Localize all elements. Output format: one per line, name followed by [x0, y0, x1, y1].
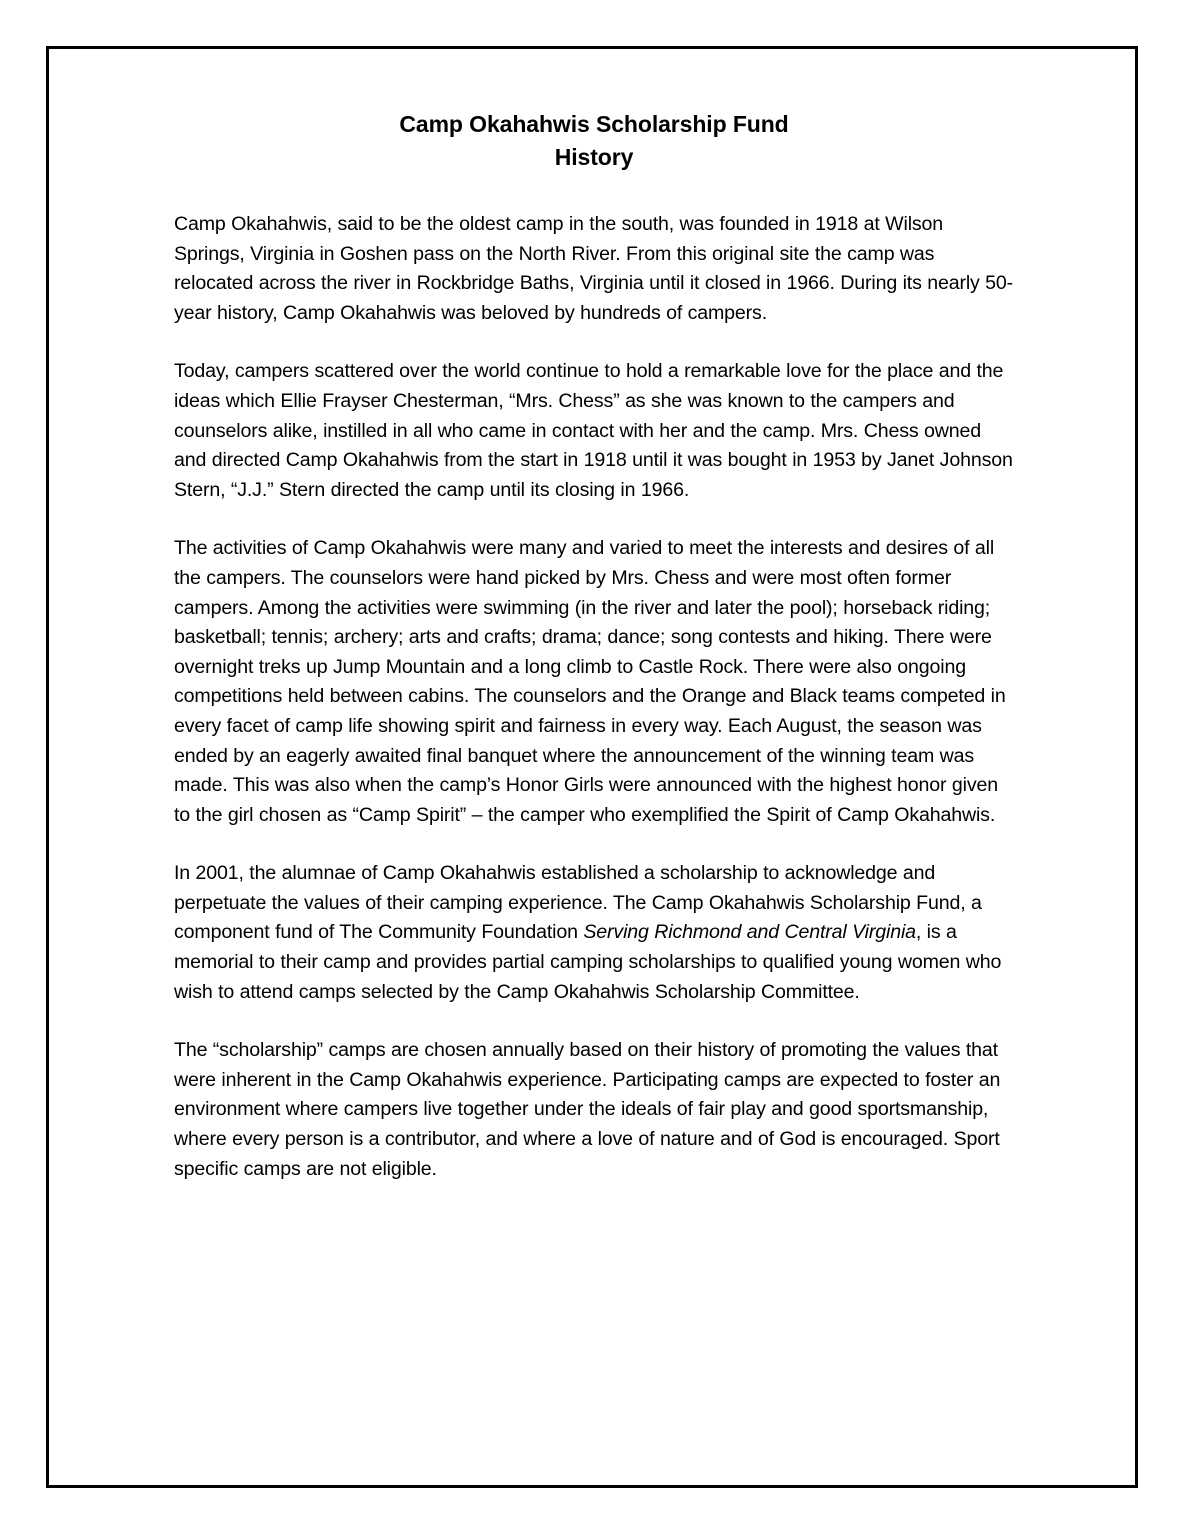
paragraph-founding: Camp Okahahwis, said to be the oldest camp in the south, was founded in 1918 at Wilson Springs, Virginia in Goshen pass on the North River. From this original site the camp was relocated across the river in Rockbridge Baths, Virginia until it closed in 1966. During its nearly 50-year history, Camp Okahahwis was beloved by hundreds of campers.: [174, 213, 1014, 324]
foundation-name-italic: Serving Richmond and Central Virginia: [583, 921, 916, 944]
paragraph-activities: The activities of Camp Okahahwis were many and varied to meet the interests and desires of all the campers. The counselors were hand picked by Mrs. Chess and were most often former campers. Among the activities were swimming (in the river and later the pool); horseback riding; basketball; tennis; archery; arts and crafts; drama; dance; song contests and hiking. There were overnight treks up Jump Mountain and a long climb to Castle Rock. There were also ongoing competitions held between cabins. The counselors and the Orange and Black teams competed in every facet of camp life showing spirit and fairness in every way. Each August, the season was ended by an eagerly awaited final banquet where the announcement of the winning team was made. This was also when the camp’s Honor Girls were announced with the highest honor given to the girl chosen as “Camp Spirit” – the camper who exemplified the Spirit of Camp Okahahwis.: [174, 537, 1006, 826]
document-content: [174, 108, 1014, 1184]
scholarship-fund-text-part-2: , is a memorial to their camp and provides partial camping scholarships to qualified young women who wish to attend camps selected by the Camp Okahahwis Scholarship Committee.: [174, 921, 1002, 1003]
page-title: [174, 108, 1014, 174]
title-line-main: Camp Okahahwis Scholarship Fund: [399, 111, 789, 137]
scholarship-fund-text-part-1: In 2001, the alumnae of Camp Okahahwis established a scholarship to acknowledge and perpetuate the values of their camping experience. The Camp Okahahwis Scholarship Fund, a component fund of The Community Foundation: [174, 862, 982, 944]
title-line-subtitle: History: [554, 144, 634, 170]
paragraph-camp-selection: The “scholarship” camps are chosen annually based on their history of promoting the values that were inherent in the Camp Okahahwis experience. Participating camps are expected to foster an environment where campers live together under the ideals of fair play and good sportsmanship, where every person is a contributor, and where a love of nature and of God is encouraged. Sport specific camps are not eligible.: [174, 1039, 1001, 1180]
paragraph-legacy: Today, campers scattered over the world continue to hold a remarkable love for the place and the ideas which Ellie Frayser Chesterman, “Mrs. Chess” as she was known to the campers and counselors alike, instilled in all who came in contact with her and the camp. Mrs. Chess owned and directed Camp Okahahwis from the start in 1918 until it was bought in 1953 by Janet Johnson Stern, “J.J.” Stern directed the camp until its closing in 1966.: [174, 360, 1013, 501]
paragraph-scholarship-fund: [174, 859, 1014, 1007]
document-body: [174, 210, 1014, 1184]
